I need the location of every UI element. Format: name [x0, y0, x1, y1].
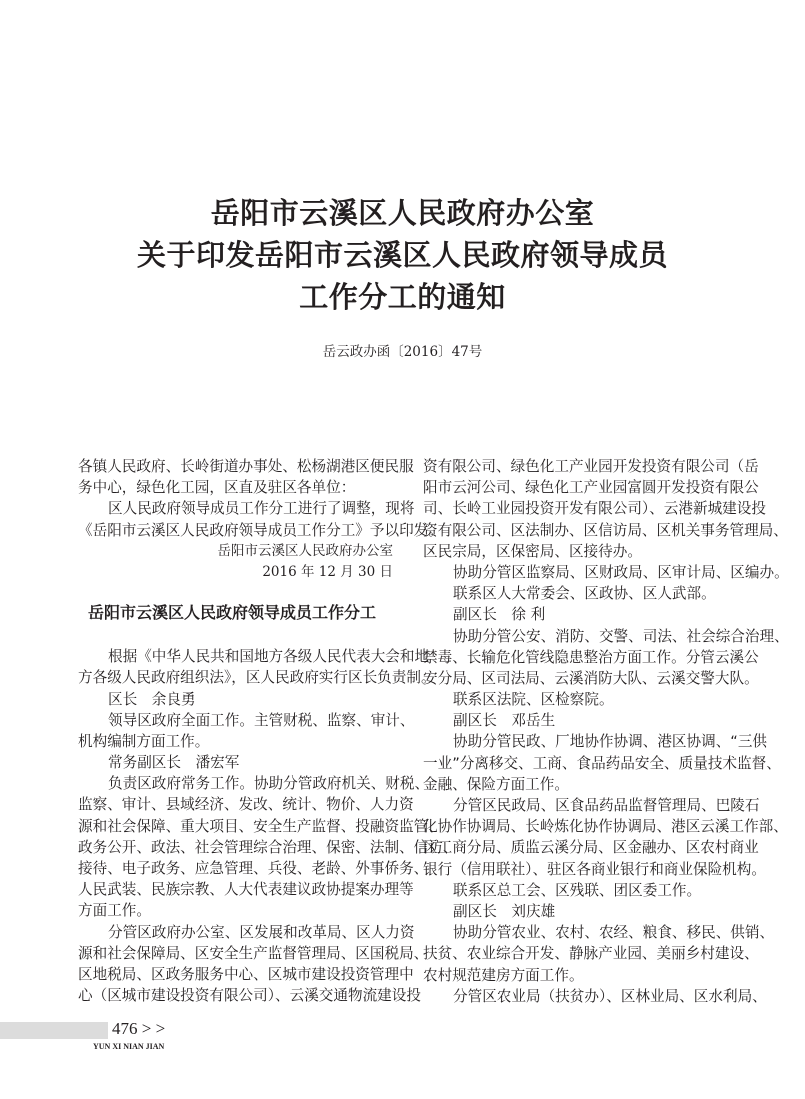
text-line: 安分局、区司法局、云溪消防大队、云溪交警大队。	[423, 669, 759, 687]
title-line: 工作分工的通知	[299, 280, 506, 314]
paragraph	[423, 583, 738, 604]
text-line: 分管区农业局（扶贫办）、区林业局、区水利局、	[453, 987, 767, 1005]
text-line: 2016 年 12 月 30 日	[262, 563, 393, 580]
running-title: YUN XI NIAN JIAN	[93, 1042, 165, 1051]
text-line: 《岳阳市云溪区人民政府领导成员工作分工》予以印发。	[78, 521, 443, 539]
document-number: 岳云政办函〔2016〕47号	[322, 344, 483, 360]
text-line: 各镇人民政府、长岭街道办事处、松杨湖港区便民服	[78, 458, 414, 475]
text-line: 分管区政府办公室、区发展和改革局、区人力资	[108, 923, 415, 941]
text-line: 副区长 邓岳生	[453, 712, 556, 730]
paragraph	[423, 562, 789, 583]
text-line: 务中心，绿色化工园，区直及驻区各单位：	[78, 479, 356, 497]
text-line: 接待、电子政务、应急管理、兵役、老龄、外事侨务、	[78, 860, 429, 877]
text-line: 方各级人民政府组织法》，区人民政府实行区长负责制。	[78, 669, 436, 687]
text-line: 资有限公司、区法制办、区信访局、区机关事务管理局、	[423, 521, 788, 539]
paragraph	[423, 986, 767, 1007]
text-line: 领导区政府全面工作。主管财税、监察、审计、	[108, 711, 415, 729]
paragraph	[78, 710, 415, 752]
text-line: 联系区法院、区检察院。	[453, 691, 614, 709]
text-line: 区长 余良勇	[108, 690, 196, 708]
text-line: 协助分管农业、农村、农经、粮食、移民、供销、	[453, 924, 775, 942]
official-name	[423, 901, 738, 922]
text-line: 协助分管民政、厂地协作协调、港区协调、“三供	[453, 733, 768, 751]
paragraph	[423, 456, 788, 562]
text-line: 一业”分离移交、工商、食品药品安全、质量技术监督、	[423, 754, 781, 772]
text-line: 区工商分局、质监云溪分局、区金融办、区农村商业	[423, 839, 759, 857]
text-line: 协助分管公安、消防、交警、司法、社会综合治理、	[453, 627, 789, 645]
text-line: 源和社会保障、重大项目、安全生产监督、投融资监管、	[78, 817, 443, 835]
paragraph	[423, 626, 789, 690]
text-line: 监察、审计、县域经济、发改、统计、物价、人力资	[78, 796, 414, 814]
paragraph	[423, 795, 788, 880]
official-name	[423, 604, 738, 625]
text-line: 根据《中华人民共和国地方各级人民代表大会和地	[108, 648, 430, 666]
paragraph	[78, 646, 436, 688]
text-line: 政务公开、政法、社会管理综合治理、保密、法制、信访、	[78, 838, 458, 856]
paragraph	[423, 922, 775, 986]
text-line: 分管区民政局、区食品药品监督管理局、巴陵石	[453, 797, 760, 814]
official-name	[78, 689, 393, 710]
text-line: 机构编制方面工作。	[78, 732, 210, 750]
paragraph	[423, 731, 781, 795]
text-line: 人民武装、民族宗教、人大代表建议政协提案办理等	[78, 881, 414, 899]
text-line: 源和社会保障局、区安全生产监督管理局、区国税局、	[78, 944, 429, 962]
signature-line	[78, 541, 393, 562]
text-line: 司、长岭工业园投资开发有限公司）、云港新城建设投	[423, 500, 766, 518]
signature-line	[78, 562, 393, 583]
text-line: 联系区人大常委会、区政协、区人武部。	[453, 585, 716, 603]
section-heading	[88, 602, 393, 623]
text-line: 协助分管区监察局、区财政局、区审计局、区编办。	[453, 563, 789, 581]
text-line: 扶贫、农业综合开发、静脉产业园、美丽乡村建设、	[423, 945, 759, 963]
text-line: 银行（信用联社）、驻区各商业银行和商业保险机构。	[423, 860, 766, 878]
paragraph	[78, 498, 443, 540]
title-line: 岳阳市云溪区人民政府办公室	[210, 196, 595, 230]
text-line: 副区长 刘庆雄	[453, 902, 556, 920]
text-line: 负责区政府常务工作。协助分管政府机关、财税、	[108, 775, 430, 793]
text-line: 化协作协调局、长岭炼化协作协调局、港区云溪工作部、	[423, 818, 788, 836]
text-line: 心（区城市建设投资有限公司）、云溪交通物流建设投	[78, 987, 421, 1005]
text-line: 金融、保险方面工作。	[423, 775, 569, 793]
right-column	[423, 456, 789, 1007]
official-name	[78, 752, 393, 773]
footer-bar	[0, 1022, 108, 1039]
text-line: 联系区总工会、区残联、团区委工作。	[453, 881, 702, 899]
paragraph	[423, 880, 738, 901]
page-number: 476 > >	[112, 1019, 166, 1038]
paragraph	[78, 773, 458, 921]
paragraph	[78, 456, 414, 498]
text-line: 岳阳市云溪区人民政府领导成员工作分工	[88, 603, 377, 623]
text-line: 区人民政府领导成员工作分工进行了调整，现将	[108, 500, 415, 518]
text-line: 区民宗局，区保密局、区接待办。	[423, 542, 642, 560]
text-line: 副区长 徐 利	[453, 606, 546, 624]
official-name	[423, 710, 738, 731]
title-line: 关于印发岳阳市云溪区人民政府领导成员	[136, 238, 668, 272]
text-line: 岳阳市云溪区人民政府办公室	[217, 542, 393, 559]
document-title	[0, 192, 805, 318]
paragraph	[78, 922, 429, 1007]
left-column	[78, 456, 458, 1006]
text-line: 农村规范建房方面工作。	[423, 966, 584, 984]
text-line: 阳市云河公司、绿色化工产业园富圆开发投资有限公	[423, 479, 759, 497]
paragraph	[423, 689, 738, 710]
text-line: 方面工作。	[78, 902, 151, 920]
text-line: 区地税局、区政务服务中心、区城市建设投资管理中	[78, 965, 414, 983]
text-line: 资有限公司、绿色化工产业园开发投资有限公司（岳	[423, 458, 759, 475]
text-line: 常务副区长 潘宏军	[108, 754, 240, 772]
text-line: 禁毒、长输危化管线隐患整治方面工作。分管云溪公	[423, 648, 759, 666]
